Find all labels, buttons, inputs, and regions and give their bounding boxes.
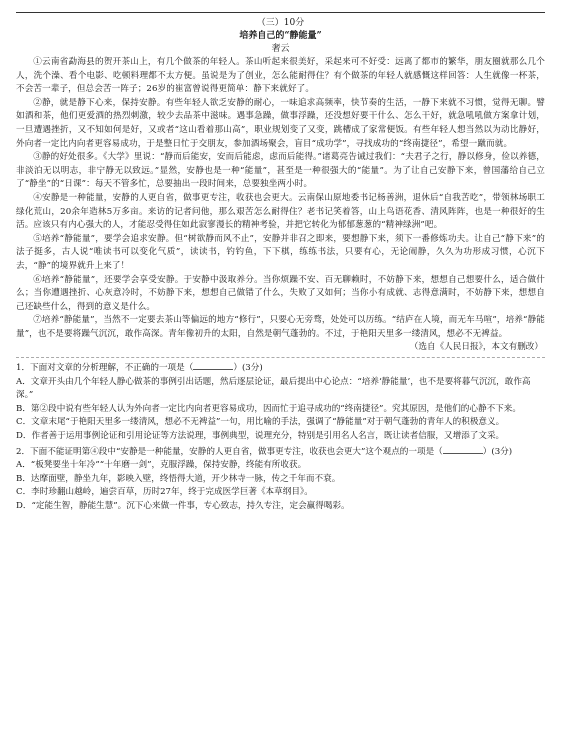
option-c: C．李时珍翻山越岭，遍尝百草，历时27年，终于完成医学巨著《本草纲目》。 bbox=[16, 487, 313, 498]
paragraph-6: ⑥培养“静能量”，还要学会享受安静。于安静中汲取养分。当你烦躁不安、百无聊赖时，不妨静下来，想想自己想要什么，适合做什么；当你遭遇挫折、心灰意冷时，不妨静下来，想想自己做错了什么，失败了又如何；当你小有成就、志得意满时，不妨静下来，想想自己还缺些什么，得到的意义是什么。 bbox=[16, 274, 545, 312]
paragraph-2: ②静，就是静下心来，保持安静。有些年轻人欲乏安静的耐心，一味追求高频率，快节奏的生活，一静下来就不习惯，觉得无聊。譬如酒和茶，他们更爱酒的热烈刺激，较少去品茶中滋味。遇事急躁，做事浮躁，还没想好要干什么、怎么干好，就急吼吼做方案拿计划，一旦遭遇挫折，又不知如何是好，又或者“这山看着那山高”，职业规划变了又变，跳槽成了家常便饭。有些年轻人想当然以为动比静好，外向者一定比内向者更容易成功，于是整日忙于交朋友，参加酒场聚会，盲目“成功学”，寻找成功的“终南捷径”，希望一蹴而就。 bbox=[16, 97, 545, 149]
paragraph-7: ⑦培养“静能量”，当然不一定要去茶山等偏远的地方“修行”，只要心无旁骛，处处可以历练。“结庐在人境，而无车马喧”，培养“静能量”，也不是要将躁气沉沉，敢作高深。青年像初升的太阳，自然是朝气蓬勃的。不过，于艳阳天里多一缕清风，想必不无裨益。 bbox=[16, 315, 545, 339]
question-stem-text: 1．下面对文章的分析理解，不正确的一项是（ bbox=[16, 363, 194, 374]
question-2 bbox=[16, 444, 545, 514]
article-title: 培养自己的“静能量” bbox=[239, 31, 322, 41]
option-b: B．达摩面壁，静坐九年，影映入壁，终悟得大道，开少林寺一脉，传之千年而不衰。 bbox=[16, 473, 341, 484]
question-score: ）(3分) bbox=[482, 446, 513, 457]
article-author: 奢云 bbox=[271, 44, 290, 54]
question-stem bbox=[16, 360, 545, 376]
section-heading: （三）10分 bbox=[256, 18, 305, 28]
option-d: D．作者善于运用事例论证和引用论证等方法说理，事例典型，说理充分，特别是引用名人名言，既让读者信服，又增添了文采。 bbox=[16, 431, 505, 442]
option-a: A．“板凳要坐十年冷”“十年磨一剑”，克服浮躁，保持安静，终能有所收获。 bbox=[16, 460, 307, 471]
paragraph-3: ③静的好处很多。《大学》里说：“静而后能安，安而后能虑，虑而后能得。”诸葛亮告诫过我们：“夫君子之行，静以修身，俭以养德，非淡泊无以明志，非宁静无以致远。”显然，安静也是一种“能量”，甚至是一种很强大的“能量”。为了让自己安静下来，曾国藩给自己立了“静坐”的“日课”：每天不管多忙，总要抽出一段时间来，总要独坐两小时。 bbox=[16, 152, 545, 190]
option-a: A．文章开头由几个年轻人静心做茶的事例引出话题，然后逐层论证，最后提出中心论点：“培养‘静能量’，也不是要将暮气沉沉，敢作高深。” bbox=[16, 376, 531, 401]
option-c: C．文章末尾“于艳阳天里多一缕清风，想必不无裨益”一句，用比喻的手法，强调了“静能量”对于朝气蓬勃的青年人的积极意义。 bbox=[16, 417, 505, 428]
paragraph-1: ①云南省勐海县的贺开茶山上，有几个做茶的年轻人。茶山听起来很美好，采起来可不好受：远离了都市的繁华，朋友圈就那么几个人，洗个澡、看个电影、吃顿料理都不太方便。虽说是为了创业，怎么能耐得住？有个做茶的年轻人就感慨这样回答：人生就像一杯茶，不会苦一辈子，但总会苦一阵子；26岁的崔富曾说得更简单：静下来就好了。 bbox=[16, 57, 545, 95]
question-1 bbox=[16, 360, 545, 444]
option-b: B．第②段中说有些年轻人认为外向者一定比内向者更容易成功，因而忙于追寻成功的“终南捷径”。究其原因，是他们的心静不下来。 bbox=[16, 403, 521, 414]
top-divider bbox=[16, 12, 545, 13]
option-d: D．“定能生智，静能生慧”。沉下心来做一件事，专心致志，持久专注，定会赢得喝彩。 bbox=[16, 501, 350, 511]
source-citation: （选自《人民日报》，本文有删改） bbox=[409, 342, 543, 353]
answer-blank[interactable] bbox=[443, 444, 483, 454]
answer-blank[interactable] bbox=[193, 360, 233, 370]
question-stem-text: 2．下面不能证明第④段中“安静是一种能量，安静的人更自省，做事更专注，收获也会更大”这个观点的一项是（ bbox=[16, 446, 443, 457]
questions-divider bbox=[16, 357, 545, 358]
question-score: ）(3分) bbox=[233, 363, 263, 374]
paragraph-5: ⑤培养“静能量”，要学会追求安静。但“树欲静而风不止”，安静并非召之即来，要想静下来，须下一番修炼功夫。让自己“静下来”的法子挺多，古人说“唯读书可以变化气质”，读读书，钓钓鱼，下下棋，练练书法，只要有心，无论闹静，久久为功形成习惯，心沉下去，“静”的境界就升上来了！ bbox=[16, 233, 545, 271]
article-body bbox=[16, 56, 545, 341]
question-stem bbox=[16, 444, 545, 460]
paragraph-4: ④安静是一种能量，安静的人更自省，做事更专注，收获也会更大。云南保山原地委书记杨善洲，退休后“自我苦吃”，带领林场职工绿化荒山，20余年造林5万多亩。来访的记者问他，那么艰苦怎么耐得住？老书记笑着答，山上鸟语花香、清风阵阵，也是一种很好的生活。应该只有内心强大的人，才能忍受得住如此寂寥漫长的精神考验，并把它转化为郁郁葱葱的“精神绿洲”吧。 bbox=[16, 192, 545, 231]
